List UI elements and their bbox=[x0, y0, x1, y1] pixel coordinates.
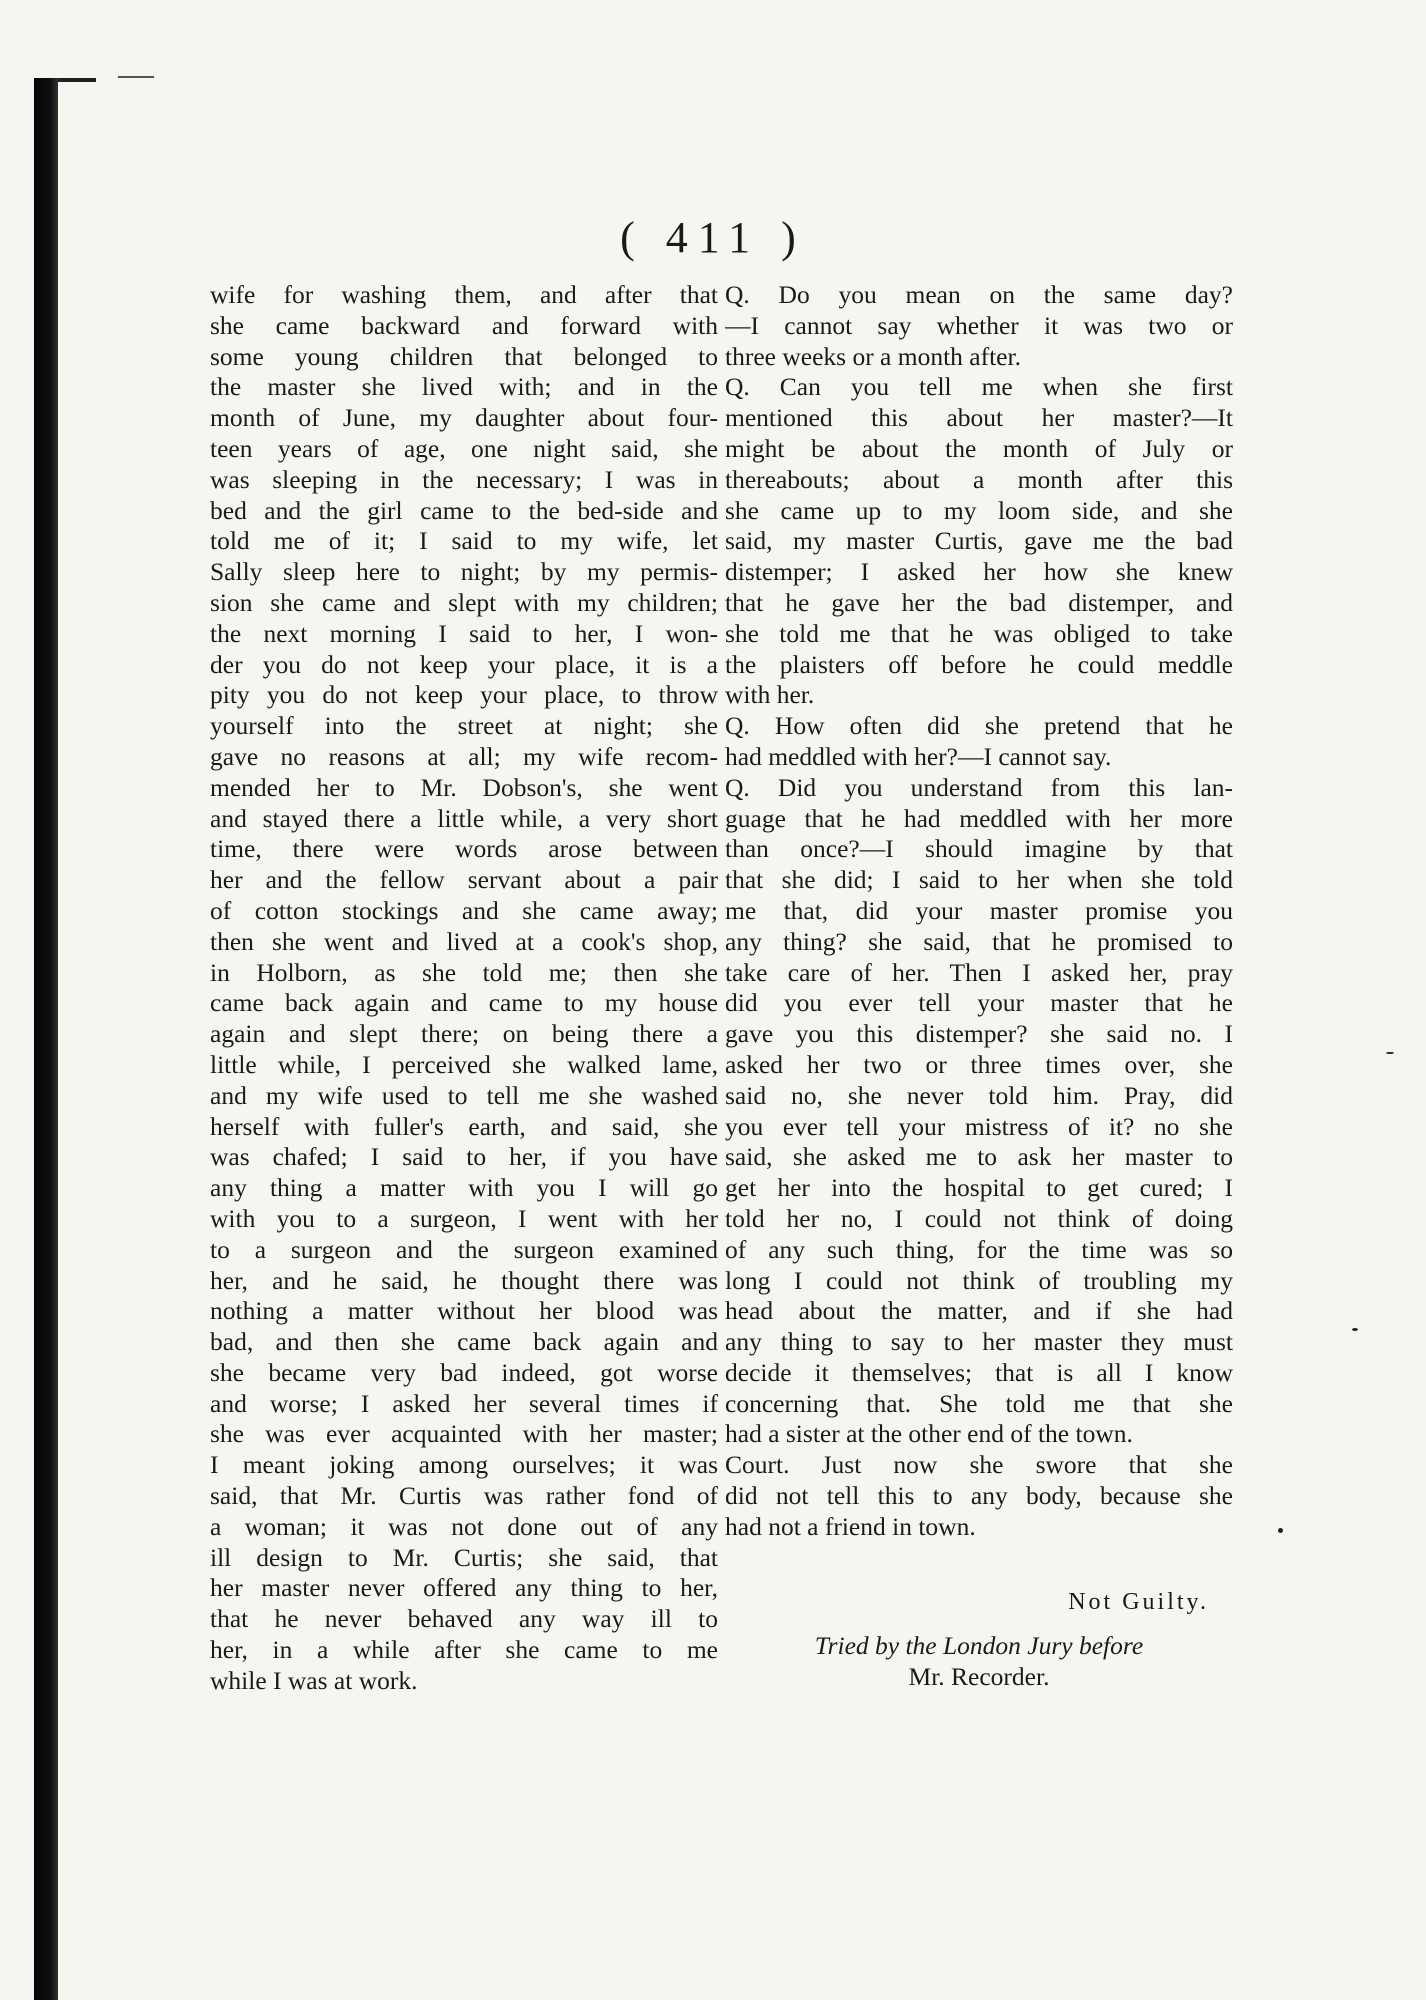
text-line: did not tell this to any body, because she bbox=[725, 1481, 1233, 1511]
text-line: herself with fuller's earth, and said, she bbox=[210, 1111, 718, 1141]
text-line: head about the matter, and if she had bbox=[725, 1296, 1233, 1326]
text-line: I meant joking among ourselves; it was bbox=[210, 1450, 718, 1480]
text-line: gave no reasons at all; my wife recom- bbox=[210, 741, 718, 771]
text-line: she became very bad indeed, got worse bbox=[210, 1357, 718, 1387]
text-line: told her no, I could not think of doing bbox=[725, 1203, 1233, 1233]
text-line: three weeks or a month after. bbox=[725, 341, 1021, 371]
text-line: asked her two or three times over, she bbox=[725, 1049, 1233, 1079]
text-line: any thing a matter with you I will go bbox=[210, 1173, 718, 1203]
text-line: her master never offered any thing to her, bbox=[210, 1573, 718, 1603]
left-column bbox=[210, 280, 718, 1697]
text-line: time, there were words arose between bbox=[210, 834, 718, 864]
ink-speck bbox=[1386, 1052, 1394, 1054]
text-line: her, in a while after she came to me bbox=[210, 1635, 718, 1665]
text-line: said, she asked me to ask her master to bbox=[725, 1142, 1233, 1172]
text-line: any thing to say to her master they must bbox=[725, 1327, 1233, 1357]
page-edge-mark bbox=[118, 76, 154, 78]
text-line: distemper; I asked her how she knew bbox=[725, 557, 1233, 587]
text-line: —I cannot say whether it was two or bbox=[725, 310, 1233, 340]
text-line: guage that he had meddled with her more bbox=[725, 803, 1233, 833]
text-line: long I could not think of troubling my bbox=[725, 1265, 1233, 1295]
text-line: and stayed there a little while, a very short bbox=[210, 803, 718, 833]
text-line: might be about the month of July or bbox=[725, 433, 1233, 463]
text-line: told me of it; I said to my wife, let bbox=[210, 526, 718, 556]
book-spine-shadow bbox=[34, 78, 58, 2000]
text-line: Q. Did you understand from this lan- bbox=[725, 772, 1233, 802]
text-line: wife for washing them, and after that bbox=[210, 280, 718, 309]
text-line: yourself into the street at night; she bbox=[210, 711, 718, 741]
text-line: a woman; it was not done out of any bbox=[210, 1511, 718, 1541]
text-line: was chafed; I said to her, if you have bbox=[210, 1142, 718, 1172]
text-line: that she did; I said to her when she told bbox=[725, 865, 1233, 895]
text-line: that he gave her the bad distemper, and bbox=[725, 587, 1233, 617]
text-line: ill design to Mr. Curtis; she said, that bbox=[210, 1542, 718, 1572]
text-line: while I was at work. bbox=[210, 1665, 418, 1695]
text-line: sion she came and slept with my children; bbox=[210, 587, 718, 617]
text-line: little while, I perceived she walked lame, bbox=[210, 1049, 718, 1079]
text-line: gave you this distemper? she said no. I bbox=[725, 1019, 1233, 1049]
text-line: with her. bbox=[725, 680, 815, 710]
text-line: then she went and lived at a cook's shop, bbox=[210, 926, 718, 956]
text-line: did you ever tell your master that he bbox=[725, 988, 1233, 1018]
text-line: said, that Mr. Curtis was rather fond of bbox=[210, 1481, 718, 1511]
text-line: der you do not keep your place, it is a bbox=[210, 649, 718, 679]
text-line: with you to a surgeon, I went with her bbox=[210, 1203, 718, 1233]
text-line: get her into the hospital to get cured; I bbox=[725, 1173, 1233, 1203]
page-edge-mark bbox=[58, 78, 96, 82]
text-line: the next morning I said to her, I won- bbox=[210, 618, 718, 648]
text-line: Sally sleep here to night; by my permis- bbox=[210, 557, 718, 587]
text-line: than once?—I should imagine by that bbox=[725, 834, 1233, 864]
text-line: mentioned this about her master?—It bbox=[725, 403, 1233, 433]
text-line: month of June, my daughter about four- bbox=[210, 403, 718, 433]
text-line: had a sister at the other end of the town. bbox=[725, 1419, 1133, 1449]
text-line: the master she lived with; and in the bbox=[210, 372, 718, 402]
text-line: in Holborn, as she told me; then she bbox=[210, 957, 718, 987]
text-line: Q. How often did she pretend that he bbox=[725, 711, 1233, 741]
spacer bbox=[725, 1543, 1233, 1587]
text-line: she came up to my loom side, and she bbox=[725, 495, 1233, 525]
text-line: pity you do not keep your place, to throw bbox=[210, 680, 718, 710]
text-line: nothing a matter without her blood was bbox=[210, 1296, 718, 1326]
text-line: again and slept there; on being there a bbox=[210, 1019, 718, 1049]
text-line: she told me that he was obliged to take bbox=[725, 618, 1233, 648]
text-line: came back again and came to my house bbox=[210, 988, 718, 1018]
text-line: and my wife used to tell me she washed bbox=[210, 1080, 718, 1110]
text-line: she was ever acquainted with her master; bbox=[210, 1419, 718, 1449]
text-line: of any such thing, for the time was so bbox=[725, 1234, 1233, 1264]
text-line: concerning that. She told me that she bbox=[725, 1388, 1233, 1418]
text-line: her and the fellow servant about a pair bbox=[210, 865, 718, 895]
text-line: Q. Can you tell me when she first bbox=[725, 372, 1233, 402]
text-line: take care of her. Then I asked her, pray bbox=[725, 957, 1233, 987]
text-line: Court. Just now she swore that she bbox=[725, 1450, 1233, 1480]
text-line: mended her to Mr. Dobson's, she went bbox=[210, 772, 718, 802]
text-line: bad, and then she came back again and bbox=[210, 1327, 718, 1357]
text-line: thereabouts; about a month after this bbox=[725, 464, 1233, 494]
trial-note: Tried by the London Jury before bbox=[814, 1631, 1144, 1661]
text-line: said, my master Curtis, gave me the bad bbox=[725, 526, 1233, 556]
text-line: teen years of age, one night said, she bbox=[210, 433, 718, 463]
text-line: of cotton stockings and she came away; bbox=[210, 895, 718, 925]
page-number: ( 411 ) bbox=[620, 213, 806, 262]
text-line: you ever tell your mistress of it? no she bbox=[725, 1111, 1233, 1141]
ink-speck bbox=[1352, 1328, 1358, 1331]
text-line: bed and the girl came to the bed-side and bbox=[210, 495, 718, 525]
right-column bbox=[725, 280, 1233, 1693]
text-line: and worse; I asked her several times if bbox=[210, 1388, 718, 1418]
text-line: Q. Do you mean on the same day? bbox=[725, 280, 1233, 309]
text-line: decide it themselves; that is all I know bbox=[725, 1357, 1233, 1387]
text-line: me that, did your master promise you bbox=[725, 895, 1233, 925]
text-line: was sleeping in the necessary; I was in bbox=[210, 464, 718, 494]
text-line: she came backward and forward with bbox=[210, 310, 718, 340]
text-line: her, and he said, he thought there was bbox=[210, 1265, 718, 1295]
trial-judge: Mr. Recorder. bbox=[908, 1662, 1050, 1692]
text-line: some young children that belonged to bbox=[210, 341, 718, 371]
text-line: said no, she never told him. Pray, did bbox=[725, 1080, 1233, 1110]
verdict: Not Guilty. bbox=[1068, 1588, 1209, 1615]
text-line: had not a friend in town. bbox=[725, 1511, 976, 1541]
text-line: had meddled with her?—I cannot say. bbox=[725, 741, 1112, 771]
spacer bbox=[725, 1617, 1233, 1631]
text-line: that he never behaved any way ill to bbox=[210, 1604, 718, 1634]
ink-speck bbox=[1278, 1528, 1283, 1533]
text-line: to a surgeon and the surgeon examined bbox=[210, 1234, 718, 1264]
text-line: the plaisters off before he could meddle bbox=[725, 649, 1233, 679]
text-line: any thing? she said, that he promised to bbox=[725, 926, 1233, 956]
